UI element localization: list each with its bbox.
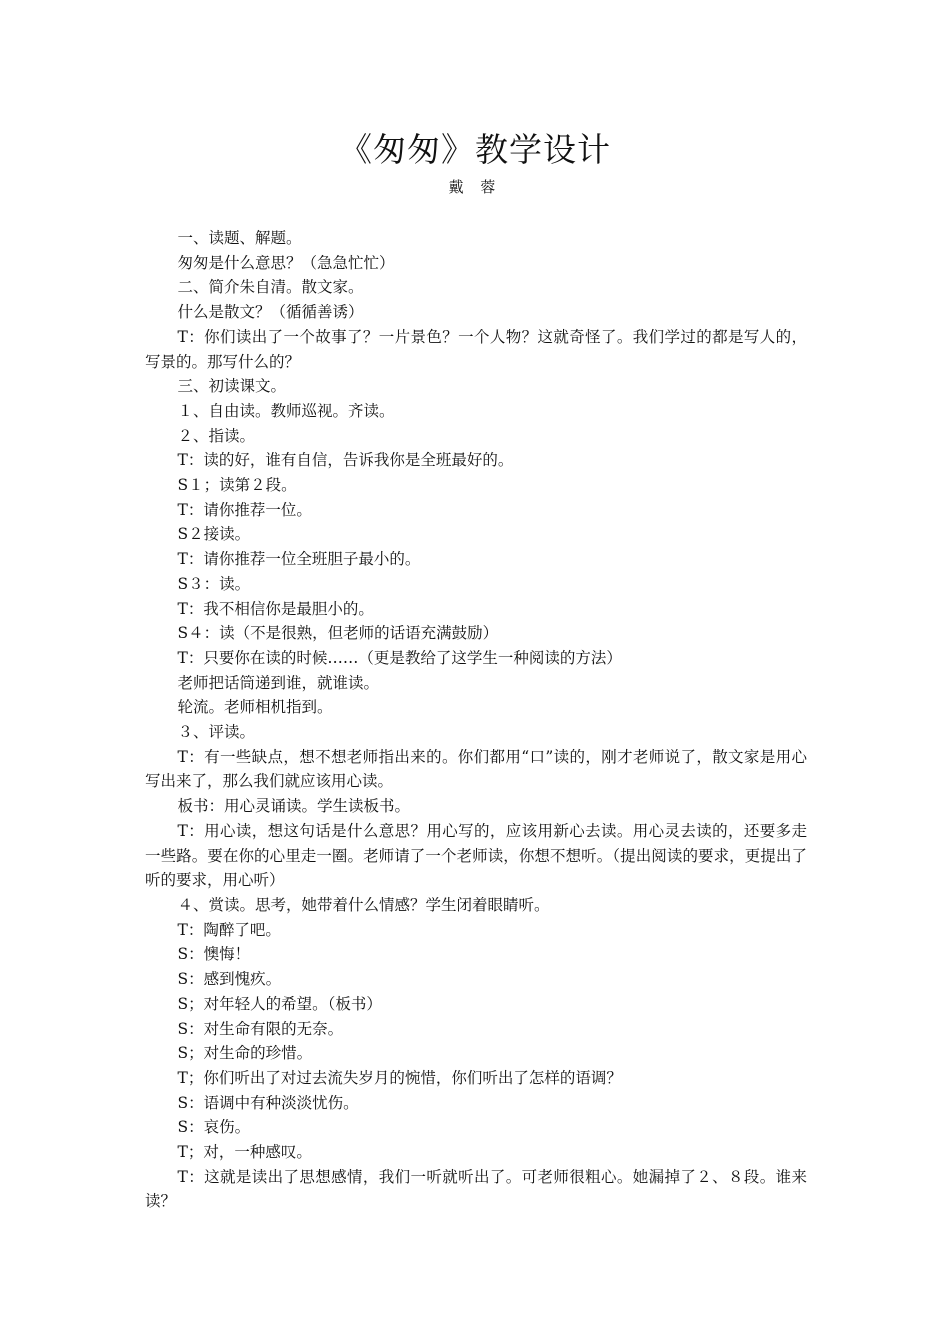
paragraph: 匆匆是什么意思？（急急忙忙）: [177, 253, 395, 272]
paragraph: S：对生命有限的无奈。: [177, 1019, 344, 1038]
paragraph: T：用心读，想这句话是什么意思？用心写的，应该用新心去读。用心灵去读的，还要多走一些路。要在你的心里走一圈。老师请了一个老师读，你想不想听。（提出阅读的要求，更提出了听的要求，用心听）: [145, 821, 807, 890]
paragraph: S：感到愧疚。: [177, 970, 282, 989]
document-title: 《匆匆》教学设计: [339, 130, 611, 169]
paragraph: 什么是散文？（循循善诱）: [177, 303, 364, 322]
paragraph: T：有一些缺点，想不想老师指出来的。你们都用“口”读的，刚才老师说了，散文家是用心写出来了，那么我们就应该用心读。: [145, 747, 807, 791]
document-body: [145, 226, 807, 1214]
paragraph: T：请你推荐一位。: [177, 500, 312, 519]
paragraph: 二、简介朱自清。散文家。: [177, 278, 364, 297]
paragraph: S２接读。: [177, 525, 251, 544]
paragraph: T：你们读出了一个故事了？一片景色？一个人物？这就奇怪了。我们学过的都是写人的，写景的。那写什么的？: [145, 327, 807, 371]
paragraph: T：请你推荐一位全班胆子最小的。: [177, 550, 421, 569]
paragraph: T：陶醉了吧。: [177, 920, 281, 939]
document-author: 戴 蓉: [448, 178, 502, 196]
paragraph: S１；读第２段。: [177, 476, 297, 495]
paragraph: ２、指读。: [177, 426, 256, 445]
paragraph: S；对生命的珍惜。: [177, 1044, 313, 1063]
paragraph: T：我不相信你是最胆小的。: [177, 599, 374, 618]
paragraph: 轮流。老师相机指到。: [177, 698, 333, 717]
paragraph: S：语调中有种淡淡忧伤。: [177, 1093, 359, 1112]
paragraph: 板书：用心灵诵读。学生读板书。: [177, 797, 411, 816]
paragraph: S；对年轻人的希望。（板书）: [177, 994, 382, 1013]
paragraph: 三、初读课文。: [177, 377, 287, 396]
paragraph: ４、赏读。思考，她带着什么情感？学生闭着眼睛听。: [177, 895, 550, 914]
paragraph: T：只要你在读的时候……（更是教给了这学生一种阅读的方法）: [177, 648, 622, 667]
paragraph: ３、评读。: [177, 723, 256, 742]
paragraph: S：懊悔！: [177, 945, 251, 964]
paragraph: T：这就是读出了思想感情，我们一听就听出了。可老师很粗心。她漏掉了２、８段。谁来读？: [145, 1167, 807, 1211]
paragraph: 老师把话筒递到谁，就谁读。: [177, 673, 380, 692]
paragraph: 一、读题、解题。: [177, 229, 302, 247]
paragraph: S４：读（不是很熟，但老师的话语充满鼓励）: [177, 624, 499, 643]
paragraph: S３：读。: [177, 574, 251, 593]
paragraph: １、自由读。教师巡视。齐读。: [177, 401, 395, 420]
paragraph: S：哀伤。: [177, 1118, 251, 1137]
paragraph: T：读的好，谁有自信，告诉我你是全班最好的。: [177, 451, 514, 470]
paragraph: T；你们听出了对过去流失岁月的惋惜，你们听出了怎样的语调？: [177, 1068, 622, 1087]
paragraph: T；对，一种感叹。: [177, 1143, 312, 1162]
